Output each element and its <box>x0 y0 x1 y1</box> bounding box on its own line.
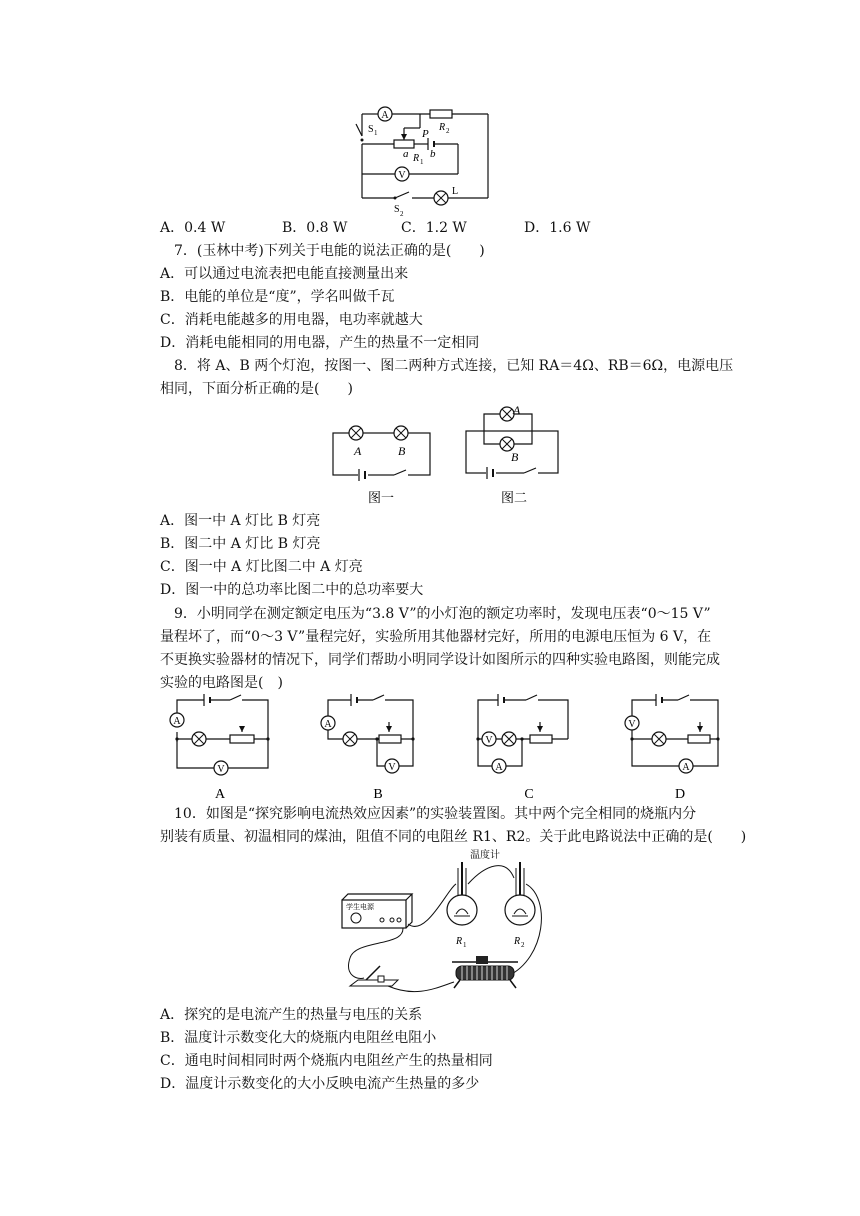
ammeter-label: A <box>381 110 389 121</box>
fig1-lamp-b-label: B <box>398 444 406 458</box>
q7-option-b[interactable]: B．电能的单位是“度”，学名叫做千瓦 <box>160 289 395 305</box>
q9-circuit-a <box>162 692 274 802</box>
q6-option-d[interactable]: D．1.6 W <box>524 220 591 236</box>
q9a-voltmeter-label: V <box>217 764 225 775</box>
q9-stem-line2: 量程坏了，而“0～3 V”量程完好，实验所用其他器材完好，所用的电源电压恒为 6 V，在 <box>160 629 712 645</box>
r1-label: R <box>413 153 420 164</box>
r1-sub: 1 <box>420 158 424 166</box>
voltmeter-label: V <box>398 170 406 181</box>
q9-caption-a: A <box>214 787 226 802</box>
fig2-lamp-a-label: A <box>513 403 521 417</box>
q7-option-a[interactable]: A．可以通过电流表把电能直接测量出来 <box>160 266 409 282</box>
q10-apparatus-figure <box>336 848 556 1000</box>
q9-circuit-d <box>618 692 730 802</box>
q9a-ammeter-label: A <box>173 716 181 727</box>
fig2-caption: 图二 <box>501 490 528 505</box>
fig2-lamp-b-label: B <box>511 450 519 464</box>
fig1-lamp-a-label: A <box>354 444 362 458</box>
q8-figure-1 <box>328 420 438 510</box>
r1-flask-sub: 1 <box>463 941 467 949</box>
q6-circuit-figure <box>340 100 510 220</box>
q9-stem-line3: 不更换实验器材的情况下，同学们帮助小明同学设计如图所示的四种实验电路图，则能完成 <box>160 652 720 668</box>
lamp-label: L <box>452 186 459 197</box>
r2-sub: 2 <box>446 127 450 135</box>
q8-figure-2 <box>462 400 562 510</box>
q8-option-d[interactable]: D．图一中的总功率比图二中的总功率要大 <box>160 582 424 598</box>
s1-label: S <box>368 124 374 135</box>
q7-option-d[interactable]: D．消耗电能相同的用电器，产生的热量不一定相同 <box>160 335 480 351</box>
p-label: P <box>422 128 429 140</box>
b-label: b <box>430 148 436 160</box>
q9-circuit-b <box>313 692 425 802</box>
q9-circuit-c <box>468 692 580 802</box>
q8-option-b[interactable]: B．图二中 A 灯比 B 灯亮 <box>160 536 321 552</box>
r2-flask-label: R <box>514 936 521 947</box>
q6-option-c[interactable]: C．1.2 W <box>401 220 467 236</box>
q9-stem-line1: 9．小明同学在测定额定电压为“3.8 V”的小灯泡的额定功率时，发现电压表“0～15 V” <box>174 606 711 622</box>
q9b-ammeter-label: A <box>324 719 332 730</box>
q10-option-b[interactable]: B．温度计示数变化大的烧瓶内电阻丝电阻小 <box>160 1030 437 1046</box>
q10-option-d[interactable]: D．温度计示数变化的大小反映电流产生热量的多少 <box>160 1076 480 1092</box>
q9b-voltmeter-label: V <box>388 762 396 773</box>
q6-option-a[interactable]: A．0.4 W <box>160 220 226 236</box>
q8-stem-line2: 相同，下面分析正确的是( ) <box>160 381 353 397</box>
q6-option-b[interactable]: B．0.8 W <box>282 220 348 236</box>
thermometer-label: 温度计 <box>470 850 500 861</box>
q10-stem-line1: 10．如图是“探究影响电流热效应因素”的实验装置图。其中两个完全相同的烧瓶内分 <box>174 806 697 822</box>
fig1-caption: 图一 <box>368 490 395 505</box>
q9-caption-d: D <box>674 787 686 802</box>
q9-caption-b: B <box>373 787 383 802</box>
q7-option-c[interactable]: C．消耗电能越多的用电器，电功率就越大 <box>160 312 423 328</box>
s2-sub: 2 <box>400 210 404 218</box>
q10-stem-line2: 别装有质量、初温相同的煤油，阻值不同的电阻丝 R1、R2。关于此电路说法中正确的是( ) <box>160 829 747 845</box>
r2-flask-sub: 2 <box>521 941 525 949</box>
q9-stem-line4: 实验的电路图是( ) <box>160 675 283 691</box>
q8-option-c[interactable]: C．图一中 A 灯比图二中 A 灯亮 <box>160 559 363 575</box>
s1-sub: 1 <box>374 129 378 137</box>
q8-stem-line1: 8．将 A、B 两个灯泡，按图一、图二两种方式连接，已知 RA＝4Ω、RB＝6Ω，电源电压 <box>174 358 734 374</box>
q9d-ammeter-label: A <box>682 762 690 773</box>
q10-option-a[interactable]: A．探究的是电流产生的热量与电压的关系 <box>160 1007 423 1023</box>
q9d-voltmeter-label: V <box>628 719 636 730</box>
q9c-ammeter-label: A <box>495 762 503 773</box>
r1-flask-label: R <box>456 936 463 947</box>
s2-label: S <box>394 204 400 215</box>
power-supply-label: 学生电源 <box>346 903 374 911</box>
q10-option-c[interactable]: C．通电时间相同时两个烧瓶内电阻丝产生的热量相同 <box>160 1053 493 1069</box>
r2-label: R <box>439 122 446 133</box>
a-label: a <box>403 148 409 160</box>
q8-option-a[interactable]: A．图一中 A 灯比 B 灯亮 <box>160 513 321 529</box>
q9c-voltmeter-label: V <box>485 735 493 746</box>
q7-stem: 7．(玉林中考)下列关于电能的说法正确的是( ) <box>174 243 485 259</box>
q9-caption-c: C <box>524 787 534 802</box>
